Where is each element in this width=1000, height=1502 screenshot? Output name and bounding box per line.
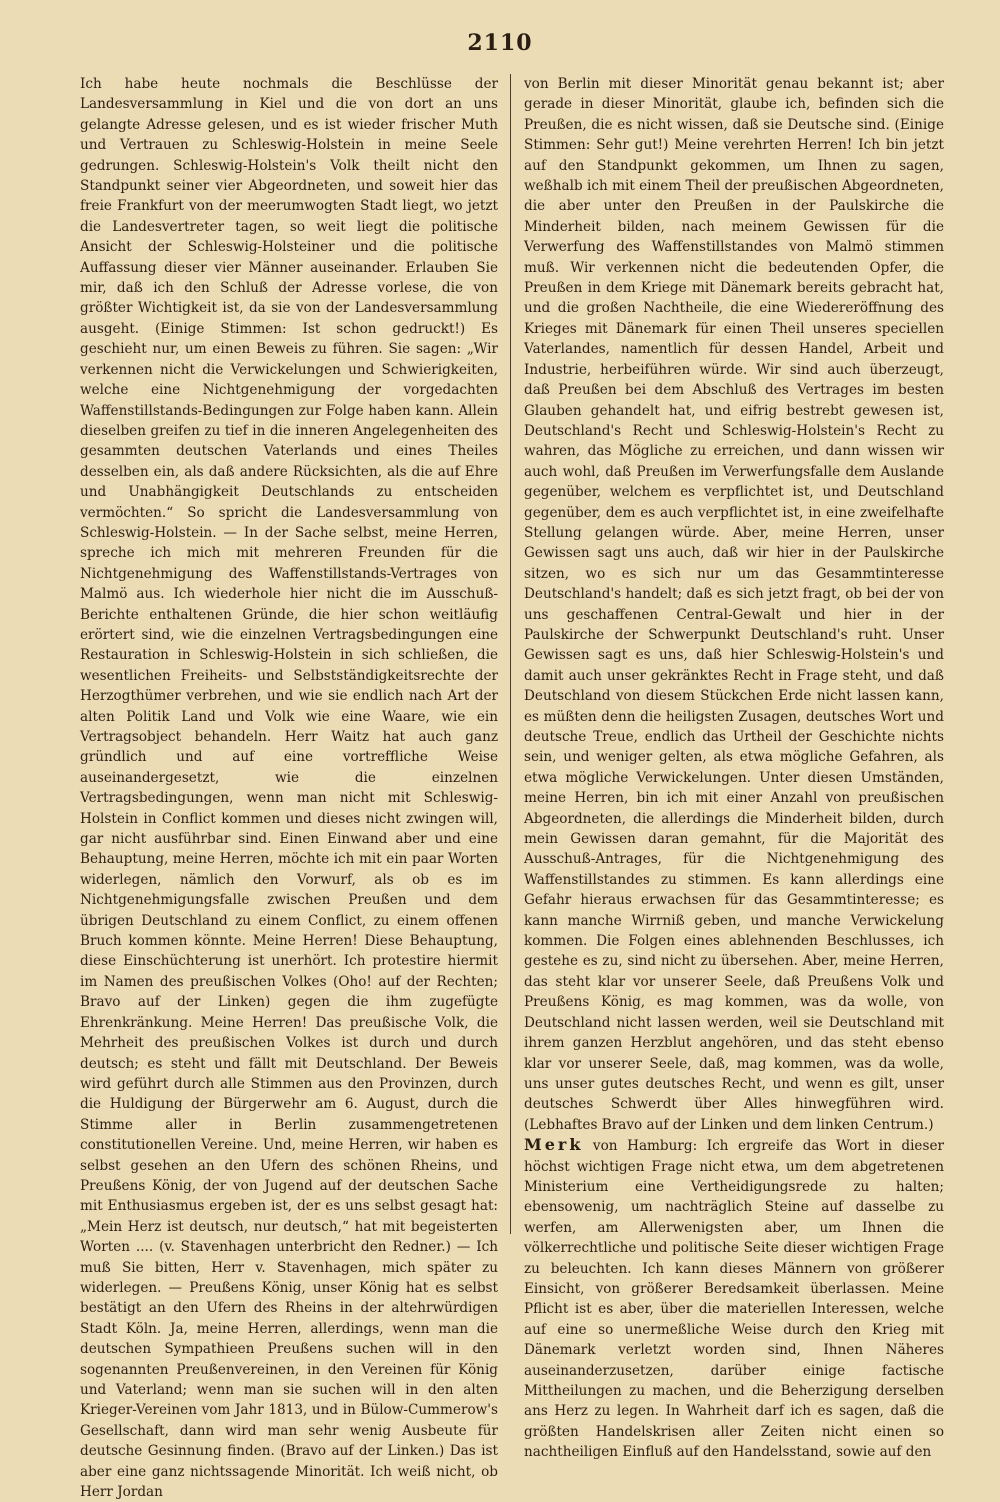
right-column: [524, 74, 944, 1461]
right-column-text-second: von Hamburg: Ich ergreife das Wort in dieser höchst wichtigen Frage nicht etwa, um dem abgetretenen Ministerium eine Vertheidigungsrede zu halten; ebensowenig, um nachträglich Steine auf dasselbe zu werfen, am Allerwenigsten aber, um Ihnen die völkerrechtliche und politische Seite dieser wichtigen Frage zu beleuchten. Ich kann dieses Männern von größerer Einsicht, von größerer Beredsamkeit überlassen. Meine Pflicht ist es aber, über die materiellen Interessen, welche auf eine so unermeßliche Weise durch den Krieg mit Dänemark verletzt worden sind, Ihnen Näheres auseinanderzusetzen, darüber einige factische Mittheilungen zu machen, und die Beherzigung derselben ans Herz zu legen. In Wahrheit darf ich es sagen, daß die größten Handelskrisen aller Zeiten nicht einen so nachtheiligen Einfluß auf den Handelsstand, sowie auf den: [524, 1138, 944, 1461]
right-column-text-first: von Berlin mit dieser Minorität genau bekannt ist; aber gerade in dieser Minorität, glaube ich, befinden sich die Preußen, die es nicht wissen, daß sie Deutsche sind. (Einige Stimmen: Sehr gut!) Meine verehrten Herren! Ich bin jetzt auf den Standpunkt gekommen, um Ihnen zu sagen, weßhalb ich mit einem Theil der preußischen Abgeordneten, die aber unter den Preußen in der Paulskirche die Minderheit bilden, nach meinem Gewissen für die Verwerfung des Waffenstillstandes von Malmö stimmen muß. Wir verkennen nicht die bedeutenden Opfer, die Preußen in dem Kriege mit Dänemark bereits gebracht hat, und die großen Nachtheile, die eine Wiedereröffnung des Krieges mit Dänemark für einen Theil unseres speciellen Vaterlandes, namentlich für dessen Handel, Arbeit und Industrie, herbeiführen würde. Wir sind auch überzeugt, daß Preußen bei dem Abschluß des Vertrages im besten Glauben gehandelt hat, und eifrig bestrebt gewesen ist, Deutschland's Recht und Schleswig-Holstein's Recht zu wahren, das Mögliche zu erreichen, und dann wissen wir auch wohl, daß Preußen im Verwerfungsfalle dem Auslande gegenüber, welchem es verpflichtet ist, und Deutschland gegenüber, dem es auch verpflichtet ist, in eine zweifelhafte Stellung gelangen würde. Aber, meine Herren, unser Gewissen sagt uns auch, daß wir hier in der Paulskirche sitzen, wo es sich nur um das Gesammtinteresse Deutschland's handelt; daß es sich jetzt fragt, ob bei der von uns geschaffenen Central-Gewalt und hier in der Paulskirche der Schwerpunkt Deutschland's ruht. Unser Gewissen sagt es uns, daß hier Schleswig-Holstein's und damit auch unser gekränktes Recht in Frage steht, und daß Deutschland von diesem Stückchen Erde nicht lassen kann, es müßten denn die heiligsten Zusagen, deutsches Wort und deutsche Treue, endlich das Urtheil der Geschichte nichts sein, und weniger gelten, als etwa mögliche Gefahren, als etwa mögliche Verwickelungen. Unter diesen Umständen, meine Herren, bin ich mit einer Anzahl von preußischen Abgeordneten, die allerdings die Minderheit bilden, durch mein Gewissen daran gemahnt, für die Majorität des Ausschuß-Antrages, für die Nichtgenehmigung des Waffenstillstandes zu stimmen. Es kann allerdings eine Gefahr hieraus erwachsen für das Gesammtinteresse; es kann manche Wirrniß geben, und manche Verwickelung kommen. Die Folgen eines ablehnenden Beschlusses, ich gestehe es zu, sind nicht zu übersehen. Aber, meine Herren, das steht klar vor unserer Seele, daß Preußens Volk und Preußens König, es mag kommen, was da wolle, von Deutschland nicht lassen werden, weil sie Deutschland mit ihrem ganzen Herzblut angehören, und das steht ebenso klar vor unserer Seele, daß, mag kommen, was da wolle, uns unser gutes deutsches Recht, und wenn es gilt, unser deutsches Schwerdt über Alles hinwegführen wird. (Lebhaftes Bravo auf der Linken und dem linken Centrum.): [524, 76, 944, 1133]
column-divider: [510, 74, 511, 1234]
speaker-name: Merk: [524, 1135, 584, 1155]
left-column: [80, 74, 498, 1501]
page-number: 2110: [467, 30, 533, 56]
left-column-text: Ich habe heute nochmals die Beschlüsse der Landesversammlung in Kiel und die von dort an uns gelangte Adresse gelesen, und es ist wieder frischer Muth und Vertrauen zu Schleswig-Holstein in meine Seele gedrungen. Schleswig-Holstein's Volk theilt nicht den Standpunkt seiner vier Abgeordneten, und soweit hier das freie Frankfurt von der meerumwogten Stadt liegt, wo jetzt die Landesvertreter tagen, so weit liegt die politische Ansicht der Schleswig-Holsteiner und die politische Auffassung dieser vier Männer auseinander. Erlauben Sie mir, daß ich den Schluß der Adresse vorlese, die von größter Wichtigkeit ist, da sie von der Landesversammlung ausgeht. (Einige Stimmen: Ist schon gedruckt!) Es geschieht nur, um einen Beweis zu führen. Sie sagen: „Wir verkennen nicht die Verwickelungen und Schwierigkeiten, welche eine Nichtgenehmigung der vorgedachten Waffenstillstands-Bedingungen zur Folge haben kann. Allein dieselben greifen zu tief in die inneren Angelegenheiten des gesammten deutschen Vaterlands und eines Theiles desselben ein, als daß andere Rücksichten, als die auf Ehre und Unabhängigkeit Deutschlands zu entscheiden vermöchten.“ So spricht die Landesversammlung von Schleswig-Holstein. — In der Sache selbst, meine Herren, spreche ich mich mit mehreren Freunden für die Nichtgenehmigung des Waffenstillstands-Vertrages von Malmö aus. Ich wiederhole hier nicht die im Ausschuß-Berichte enthaltenen Gründe, die hier schon weitläufig erörtert sind, wie die einzelnen Vertragsbedingungen eine Restauration in Schleswig-Holstein in sich schließen, die wesentlichen Freiheits- und Selbstständigkeitsrechte der Herzogthümer verbrehen, und wie sie endlich nach Art der alten Politik Land und Volk wie eine Waare, wie ein Vertragsobject behandeln. Herr Waitz hat auch ganz gründlich und auf eine vortreffliche Weise auseinandergesetzt, wie die einzelnen Vertragsbedingungen, wenn man nicht mit Schleswig-Holstein in Conflict kommen und dieses nicht zwingen will, gar nicht ausführbar sind. Einen Einwand aber und eine Behauptung, meine Herren, möchte ich mit ein paar Worten widerlegen, nämlich den Vorwurf, als ob es im Nichtgenehmigungsfalle zwischen Preußen und dem übrigen Deutschland zu einem Conflict, zu einem offenen Bruch kommen könnte. Meine Herren! Diese Behauptung, diese Einschüchterung ist unerhört. Ich protestire hiermit im Namen des preußischen Volkes (Oho! auf der Rechten; Bravo auf der Linken) gegen die ihm zugefügte Ehrenkränkung. Meine Herren! Das preußische Volk, die Mehrheit des preußischen Volkes ist durch und durch deutsch; es steht und fällt mit Deutschland. Der Beweis wird geführt durch alle Stimmen aus den Provinzen, durch die Huldigung der Bürgerwehr am 6. August, durch die Stimme aller in Berlin zusammengetretenen constitutionellen Vereine. Und, meine Herren, wir haben es selbst gesehen an den Ufern des schönen Rheins, und Preußens König, der von Jugend auf der deutschen Sache mit Enthusiasmus ergeben ist, der es uns selbst gesagt hat: „Mein Herz ist deutsch, nur deutsch,“ hat mit begeisterten Worten .... (v. Stavenhagen unterbricht den Redner.) — Ich muß Sie bitten, Herr v. Stavenhagen, mich später zu widerlegen. — Preußens König, unser König hat es selbst bestätigt an den Ufern des Rheins in der altehrwürdigen Stadt Köln. Ja, meine Herren, allerdings, wenn man die deutschen Sympathieen Preußens suchen will in den sogenannten Preußenvereinen, in den Vereinen für König und Vaterland; wenn man sie suchen will in den alten Krieger-Vereinen vom Jahr 1813, und in Bülow-Cummerow's Gesellschaft, dann wird man sehr wenig Ausbeute für deutsche Gesinnung finden. (Bravo auf der Linken.) Das ist aber eine ganz nichtssagende Minorität. Ich weiß nicht, ob Herr Jordan: [80, 76, 498, 1501]
right-column-paragraph-2: [524, 1135, 944, 1463]
